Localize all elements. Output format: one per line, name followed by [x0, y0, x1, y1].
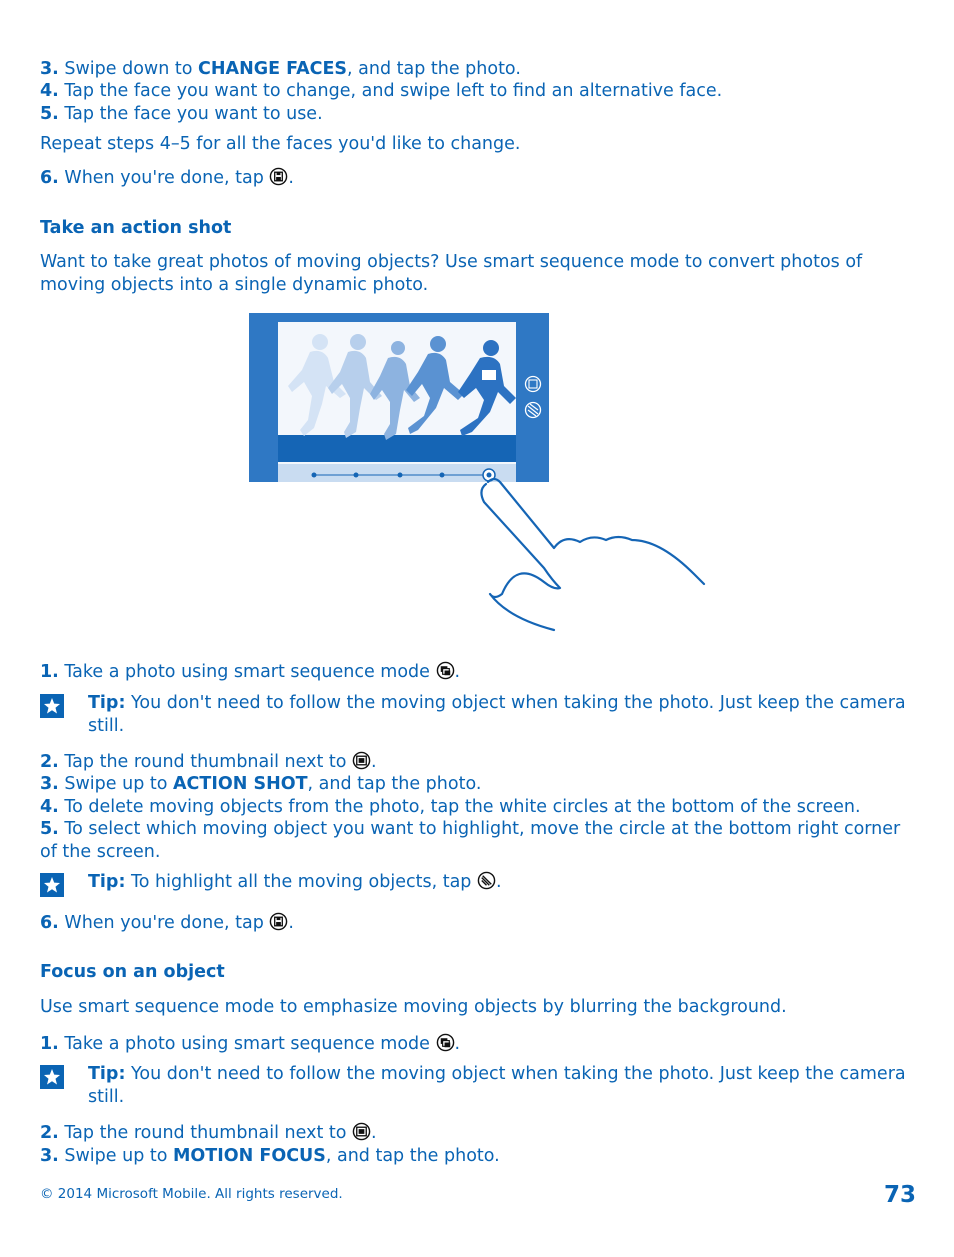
step-number: 5.: [40, 104, 59, 124]
step-4-change-face: 4. Tap the face you want to change, and swipe left to find an alternative face.: [40, 81, 723, 101]
step-5-use-face: 5. Tap the face you want to use.: [40, 104, 323, 124]
focus-step-2: 2. Tap the round thumbnail next to .: [40, 1123, 377, 1143]
action-step-4: 4. To delete moving objects from the photo, tap the white circles at the bottom of the screen.: [40, 797, 861, 817]
step-number: 1.: [40, 1034, 59, 1054]
star-icon: [40, 873, 64, 897]
focus-intro: Use smart sequence mode to emphasize moving objects by blurring the background.: [40, 997, 787, 1017]
step-number: 4.: [40, 797, 59, 817]
save-icon: [269, 912, 288, 931]
track-ground: [278, 435, 516, 462]
pointing-hand-icon: [481, 479, 704, 630]
page-number: 73: [884, 1182, 917, 1208]
focus-step-3: 3. Swipe up to MOTION FOCUS, and tap the photo.: [40, 1146, 500, 1166]
step-6-done: 6. When you're done, tap .: [40, 168, 294, 188]
step-number: 3.: [40, 774, 59, 794]
save-icon: [269, 167, 288, 186]
camera-thumbnail-icon: [352, 751, 371, 770]
focus-step-1: 1. Take a photo using smart sequence mode .: [40, 1034, 461, 1054]
action-step-2: 2. Tap the round thumbnail next to .: [40, 752, 377, 772]
step-number: 5.: [40, 819, 59, 839]
action-step-5: 5. To select which moving object you want to highlight, move the circle at the bottom right corner of the screen.: [40, 819, 901, 862]
step-number: 2.: [40, 752, 59, 772]
step-number: 2.: [40, 1123, 59, 1143]
step-number: 3.: [40, 59, 59, 79]
action-shot-intro: Want to take great photos of moving objects? Use smart sequence mode to convert photos of moving objects into a single dynamic photo.: [40, 252, 863, 295]
action-tip-1: Tip: You don't need to follow the moving object when taking the photo. Just keep the camera still.: [88, 693, 906, 736]
heading-action-shot: Take an action shot: [40, 218, 232, 238]
action-shot-illustration: [248, 312, 708, 642]
highlight-all-icon: [477, 871, 496, 890]
smart-sequence-icon: [436, 661, 455, 680]
copyright-footer: © 2014 Microsoft Mobile. All rights reserved.: [40, 1186, 343, 1202]
heading-focus-object: Focus on an object: [40, 962, 225, 982]
action-step-3: 3. Swipe up to ACTION SHOT, and tap the photo.: [40, 774, 482, 794]
keyword: CHANGE FACES: [198, 59, 348, 79]
smart-sequence-icon: [436, 1033, 455, 1052]
star-icon: [40, 694, 64, 718]
repeat-note: Repeat steps 4–5 for all the faces you'd like to change.: [40, 134, 521, 154]
step-number: 6.: [40, 168, 59, 188]
action-tip-2: Tip: To highlight all the moving objects, tap .: [88, 872, 502, 892]
keyword: MOTION FOCUS: [173, 1146, 326, 1166]
camera-thumbnail-icon: [352, 1122, 371, 1141]
keyword: ACTION SHOT: [173, 774, 308, 794]
step-3-change-faces: 3. Swipe down to CHANGE FACES, and tap the photo.: [40, 59, 521, 79]
step-number: 4.: [40, 81, 59, 101]
step-number: 3.: [40, 1146, 59, 1166]
step-number: 1.: [40, 662, 59, 682]
action-step-1: 1. Take a photo using smart sequence mode .: [40, 662, 461, 682]
step-number: 6.: [40, 913, 59, 933]
action-step-6: 6. When you're done, tap .: [40, 913, 294, 933]
star-icon: [40, 1065, 64, 1089]
focus-tip-1: Tip: You don't need to follow the moving object when taking the photo. Just keep the camera still.: [88, 1064, 906, 1107]
